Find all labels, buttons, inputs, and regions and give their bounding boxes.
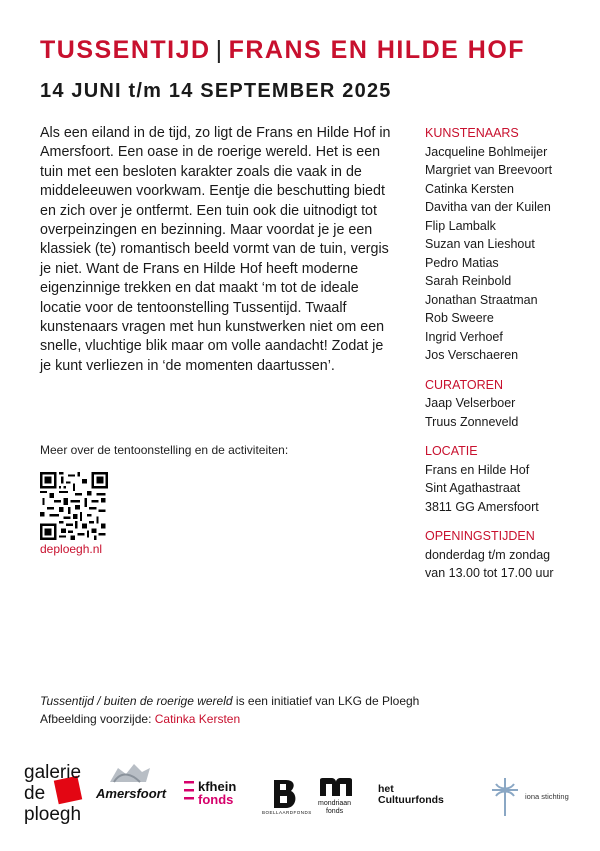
iona-cross-icon xyxy=(488,776,522,818)
location-line: Sint Agathastraat xyxy=(425,481,521,495)
artist-name: Ingrid Verhoef xyxy=(425,329,503,344)
mondriaan-word: mondriaan xyxy=(318,800,352,807)
de-word: de xyxy=(24,783,46,804)
kfhein-bars-icon xyxy=(184,778,196,804)
opening-hours-line: donderdag t/m zondag xyxy=(425,547,551,562)
info-column xyxy=(425,124,595,594)
galerie-de-ploegh-logo xyxy=(24,762,81,825)
image-credit xyxy=(40,712,240,726)
opening-hours-section xyxy=(425,527,595,583)
artist-name: Rob Sweere xyxy=(425,311,494,325)
iona-stichting-logo: iona stichting xyxy=(525,792,569,801)
artist-name: Sarah Reinbold xyxy=(425,274,512,288)
qr-code-icon[interactable] xyxy=(40,472,108,540)
het-word: het xyxy=(378,783,394,795)
artist-name: Davitha van der Kuilen xyxy=(425,200,551,214)
credit-rest: is een initiatief van LKG de Ploegh xyxy=(232,694,420,708)
curator-name: Truus Zonneveld xyxy=(425,414,519,429)
more-info-text: Meer over de tentoonstelling en de activiteiten: xyxy=(40,443,289,457)
image-credit-artist: Catinka Kersten xyxy=(154,712,241,726)
initiative-credit xyxy=(40,694,419,708)
mondriaan-fonds-word: fonds xyxy=(325,808,344,815)
sponsor-logos xyxy=(0,750,600,840)
title-separator: | xyxy=(215,36,224,64)
mondriaan-fonds-logo xyxy=(318,800,351,816)
artist-name: Catinka Kersten xyxy=(425,181,514,196)
credit-italic: Tussentijd / buiten de roerige wereld xyxy=(40,694,233,708)
title-part-2: FRANS EN HILDE HOF xyxy=(228,36,526,64)
website-link[interactable]: deploegh.nl xyxy=(40,542,103,556)
galerie-word: galerie xyxy=(24,762,82,783)
boellaardfonds-b-icon xyxy=(270,778,300,810)
location-line: Frans en Hilde Hof xyxy=(425,462,530,477)
fonds-word: fonds xyxy=(198,792,234,807)
location-heading: LOCATIE xyxy=(425,444,478,458)
mondriaan-m-icon xyxy=(318,776,354,798)
title-part-1: TUSSENTIJD xyxy=(40,36,211,64)
cultuurfonds-word: Cultuurfonds xyxy=(378,794,444,806)
curator-name: Jaap Velserboer xyxy=(425,396,516,410)
kfhein-word: kfhein xyxy=(198,779,237,794)
amersfoort-logo: Amersfoort xyxy=(96,786,167,801)
location-section xyxy=(425,442,595,516)
curators-section xyxy=(425,376,595,432)
ploegh-word: ploegh xyxy=(24,804,82,825)
curators-heading: CURATOREN xyxy=(425,377,504,392)
image-credit-label: Afbeelding voorzijde: xyxy=(40,712,155,726)
exhibition-dates: 14 JUNI t/m 14 SEPTEMBER 2025 xyxy=(40,80,392,102)
artist-name: Margriet van Breevoort xyxy=(425,163,553,177)
amersfoort-crest-icon xyxy=(100,760,156,786)
artist-name: Jacqueline Bohlmeijer xyxy=(425,144,548,159)
page-title xyxy=(40,36,525,65)
artists-section xyxy=(425,124,595,365)
cultuurfonds-logo xyxy=(378,784,444,806)
artist-name: Pedro Matias xyxy=(425,255,499,270)
opening-hours-line: van 13.00 tot 17.00 uur xyxy=(425,566,554,580)
artist-name: Jos Verschaeren xyxy=(425,348,519,362)
boellaardfonds-logo: BOELLAARDFONDS xyxy=(262,810,312,815)
artists-heading: KUNSTENAARS xyxy=(425,126,519,140)
location-line: 3811 GG Amersfoort xyxy=(425,499,539,514)
opening-hours-heading: OPENINGSTIJDEN xyxy=(425,529,535,543)
artist-name: Suzan van Lieshout xyxy=(425,237,535,251)
kfhein-fonds-logo xyxy=(198,780,236,806)
artist-name: Jonathan Straatman xyxy=(425,292,538,307)
intro-paragraph: Als een eiland in de tijd, zo ligt de Frans en Hilde Hof in Amersfoort. Een oase in de roerige wereld. Het is een tuin met een besloten karakter zoals die vaak in de middeleeuwen voorkwam. Eentje die beschutting biedt en zich over je ontfermt. Een tuin ook die uitnodigt tot overpeinzingen en bezinning. Maar voordat je je een klassiek (te) romantisch beeld vormt van de tuin, vergis je niet. Want de Frans en Hilde Hof heeft moderne eigenzinnige trekken en dat maakt ‘m tot de ideale locatie voor de tentoonstelling Tussentijd. Twaalf kunstenaars vragen met hun kunstwerken niet om een snelle, vluchtige blik maar om volle aandacht! Zodat je je kunt verliezen in ‘de momenten daartussen’. xyxy=(40,125,391,374)
artist-name: Flip Lambalk xyxy=(425,218,496,233)
